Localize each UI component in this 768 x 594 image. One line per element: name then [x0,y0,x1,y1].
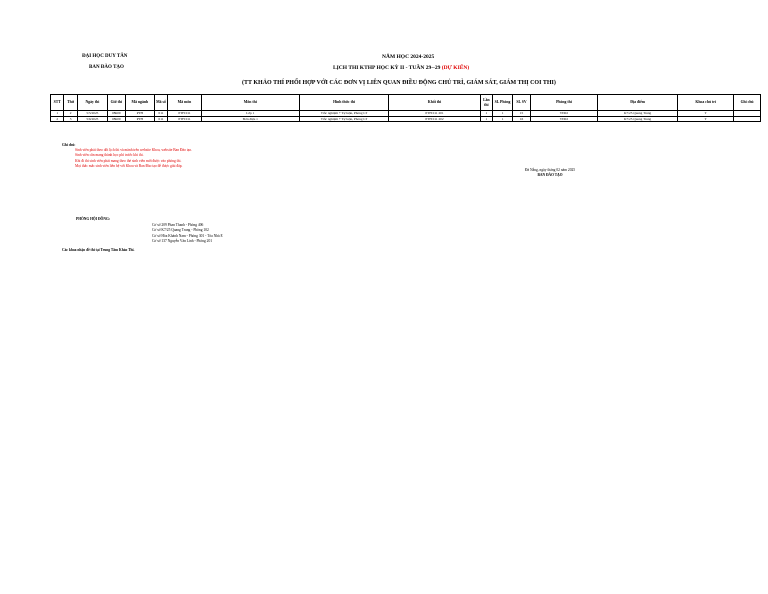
column-header: Địa điểm [597,95,677,111]
signature-office: BAN ĐÀO TẠO [537,173,563,177]
university-name: ĐẠI HỌC DUY TÂN [82,54,128,59]
table-cell: 2 [64,111,77,117]
table-header-row [51,95,761,111]
table-cell: 08h00 [107,111,125,117]
room-line: Cơ sở K7/25 Quang Trung - Phòng 102 [152,228,209,233]
column-header: Mã môn [168,95,201,111]
column-header: Mã số [154,95,167,111]
room-line: Cơ sở 137 Nguyễn Văn Linh - Phòng 201 [152,239,213,244]
rooms-label: PHÒNG HỘI ĐỒNG: [76,217,110,221]
table-cell: Trắc nghiệm + Tự luận, Phòng LT [299,116,388,122]
table-cell: VĐ02 [530,111,597,117]
table-cell: K7/25 Quang Trung [597,111,677,117]
table-cell: 1 [480,116,492,122]
table-cell: Trắc nghiệm + Tự luận, Phòng LT [299,111,388,117]
table-cell: 1 [493,116,513,122]
table-cell: K7/25 Quang Trung [597,116,677,122]
column-header: Giờ thi [107,95,125,111]
notes-label: Ghi chú: [62,143,76,147]
signature-date: Đà Nẵng, ngày tháng 02 năm 2025 [524,168,576,172]
table-cell: PTH 011 [168,116,201,122]
table-cell: 1 [493,111,513,117]
column-header: Ghi chú [734,95,761,111]
column-header: STT [51,95,64,111]
table-cell: 011 [154,116,167,122]
table-cell: VĐ02 [530,116,597,122]
column-header: Khối thi [389,95,481,111]
table-cell: 5/5/2025 [77,111,107,117]
column-header: SL SV [513,95,531,111]
table-cell: 15 [513,111,531,117]
table-cell [734,116,761,122]
schedule-subtitle: (TT KHẢO THÍ PHỐI HỢP VỚI CÁC ĐƠN VỊ LIÊN QUAN ĐIỀU ĐỘNG CHỦ TRÌ, GIÁM SÁT, GIÁM THỊ COI THI) [242,80,556,86]
table-cell: 08h00 [107,116,125,122]
note-line: Sinh viên phải theo dõi lịch thi và mành trên website Khoa, website Ban Đào tạo. [75,148,193,153]
table-cell: 5/6/2025 [77,116,107,122]
note-line: Sinh viên cần mang thành học phí trước khi thi. [75,153,144,158]
column-header: Khoa chủ trì [678,95,734,111]
note-line: Khi đi thi sinh viên phải mang theo thẻ sinh viên mới được vào phòng thi. [75,158,182,163]
schedule-title-tag: (DỰ KIẾN) [441,65,470,71]
department-name: BAN ĐÀO TẠO [89,65,124,70]
table-cell: PTH 011 201 [389,111,481,117]
table-cell: 16 [513,116,531,122]
column-header: SL Phòng [493,95,513,111]
column-header: Thứ [64,95,77,111]
notes-list [62,148,192,169]
column-header: Mã ngành [125,95,154,111]
column-header: Ngày thi [77,95,107,111]
table-cell: Đơn điệu 1 [201,116,299,122]
exam-schedule-table [50,94,761,122]
table-body [51,111,761,122]
schedule-title-main: LỊCH THI KTHP HỌC KỲ II - TUẦN 29--29 [333,65,442,71]
table-cell: 1 [480,111,492,117]
rooms-list [152,223,223,245]
room-line: Cơ sở 209 Phan Thanh - Phòng 406 [152,223,204,227]
academic-year: NĂM HỌC 2024-2025 [382,54,435,60]
table-cell: Lớp 1 [201,111,299,117]
table-cell: PTH [125,111,154,117]
table-cell: 2 [51,116,64,122]
table-cell: 011 [154,111,167,117]
table-row [51,116,761,122]
column-header: Lần thi [480,95,492,111]
table-cell: T [678,111,734,117]
table-cell: PTH 011 [168,111,201,117]
column-header: Hình thức thi [299,95,388,111]
schedule-title [333,65,469,71]
table-cell: 1 [51,111,64,117]
table-cell: T [678,116,734,122]
column-header: Môn thi [201,95,299,111]
rooms-footer: Các khoa nhận đề thi tại Trung Tâm Khảo Thí. [62,248,135,252]
table-cell: 3 [64,116,77,122]
room-line: Cơ sở Hòa Khánh Nam - Phòng 301 - Tòa Nhà E [152,233,223,238]
note-line: Mọi thắc mắc sinh viên liên hệ với Khoa và Ban Đào tạo để được giải đáp. [75,163,183,168]
table-cell: PTH [125,116,154,122]
notes-block [62,143,192,169]
signature-block [515,168,585,177]
table-cell: PTH 011 202 [389,116,481,122]
column-header: Phòng thi [530,95,597,111]
